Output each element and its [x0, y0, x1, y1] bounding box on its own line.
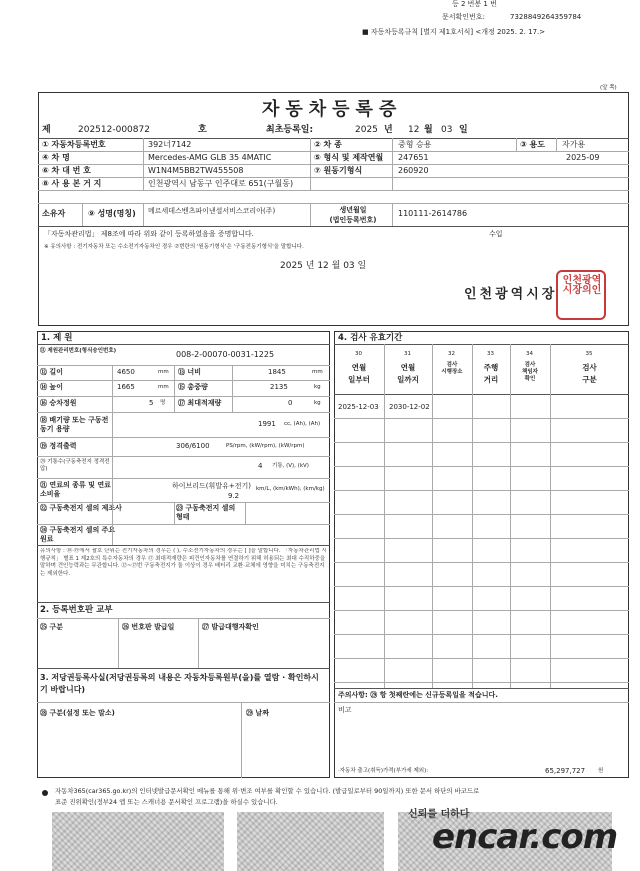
battery-form-label: ㉓ 구동축전지 셀의 형태: [176, 504, 236, 521]
inspection-col-header: 연월 일까지: [397, 363, 419, 384]
use-label: ③ 용도: [520, 140, 546, 149]
cylinders-value: 4: [258, 462, 263, 470]
grid-line: [38, 177, 629, 178]
grid-line: [37, 365, 330, 366]
side-note: (앞 쪽): [600, 85, 617, 91]
issuer: 인천광역시장: [464, 287, 558, 302]
fuel-unit: km/L, (km/kWh), (km/kg): [256, 486, 325, 492]
cylinders-unit: 기통, (V), (kV): [272, 463, 309, 469]
day-unit: 일: [459, 125, 468, 135]
owner-label: 소유자: [42, 209, 66, 218]
inspection-col-number: 34: [526, 351, 533, 357]
grid-line: [334, 442, 629, 443]
power-label: ⑲ 정격출력: [40, 442, 77, 450]
inspection-col-number: 35: [585, 351, 593, 357]
inspection-to: 2030-12-02: [389, 403, 430, 411]
grid-line: [37, 618, 330, 619]
barcode-blurred-middle: [237, 812, 384, 871]
cert-suffix: 호: [198, 125, 207, 135]
grid-line: [334, 702, 629, 703]
grid-line: [112, 412, 113, 545]
inspection-col-header: 검사 구분: [582, 363, 597, 384]
displacement-unit: cc, (Ah), (Ah): [284, 421, 321, 427]
power-unit: PS/rpm, (kW/rpm), (kW/rpm): [226, 443, 305, 449]
grid-line: [37, 668, 330, 669]
spec-note: 유의사항 : ⑱·⑲에서 괄호 단위는 전기자동차의 경우는 ( ), 수소전기자동차의 경우는 [ ]을 말합니다. 「자동차관리법 시행규칙」 별표 1 제2호의 특수자동차의 경우 ⑰ 최대적재량은 피견인자동차를 연결하기 위해 허용되는 최대 수직하중을 말하며 견인능력과는 무관합니다. ⑫~⑰번 구동축전지가 둘 이상이 경우 배터리 교환·교체에 영향을 미치는 구동축전지는 제외한다.: [40, 548, 327, 577]
grid-line: [334, 490, 629, 491]
grid-line: [334, 688, 629, 689]
grid-line: [310, 138, 311, 190]
grid-line: [245, 502, 246, 524]
width-label: ⑬ 너비: [178, 368, 201, 376]
height-value: 1665: [117, 383, 135, 391]
grid-line: [310, 203, 311, 226]
law-side: 수입: [489, 230, 503, 238]
grid-line: [37, 396, 330, 397]
grid-line: [432, 344, 433, 688]
watermark-tagline: 신뢰를 더하다: [408, 809, 470, 820]
grid-line: [37, 702, 330, 703]
model: 247651: [398, 153, 429, 162]
height-unit: mm: [158, 384, 169, 390]
grid-line: [334, 394, 629, 395]
vin: W1N4M5BB2TW455508: [148, 166, 244, 175]
grid-line: [334, 538, 629, 539]
grid-line: [143, 203, 144, 226]
form-reference: ■ 자동차등록규칙 [별지 제1호서식] <개정 2025. 2. 17.>: [362, 28, 546, 36]
load-value: 0: [288, 399, 293, 407]
top-line: 등 2 번봉 1 번: [452, 0, 497, 8]
grid-line: [37, 478, 330, 479]
grid-line: [112, 365, 113, 412]
grid-line: [392, 138, 393, 190]
grid-line: [37, 344, 330, 345]
length-label: ⑫ 길이: [40, 368, 63, 376]
birth-number: 110111-2614786: [398, 209, 468, 218]
weight-label: ⑮ 총중량: [178, 383, 208, 391]
engine-label: ⑦ 원동기형식: [314, 166, 363, 175]
bullet-icon: [42, 790, 48, 796]
car-name-label: ④ 차 명: [42, 153, 70, 162]
plate-agent-label: ㉗ 발급대행자확인: [202, 623, 259, 631]
seats-unit: 명: [160, 400, 166, 406]
grid-line: [37, 602, 330, 603]
doc-no-label: 문서확인번호:: [442, 13, 485, 21]
reg-note: ※ 유의사항 : 전기자동차 또는 수소전기자동차인 경우 ⑦번란의 '원동기형식'은 '구동전동기형식'을 말합니다.: [44, 244, 304, 250]
law-text: 「자동차관리법」 제8조에 따라 위와 같이 등록하였음을 증명합니다.: [44, 230, 254, 238]
grid-line: [143, 138, 144, 190]
grid-line: [334, 682, 629, 683]
power-value: 306/6100: [176, 442, 210, 450]
fuel-type: 하이브리드(휘발유+전기): [172, 482, 251, 490]
grid-line: [37, 545, 330, 546]
grid-line: [241, 702, 242, 778]
base-label: ⑧ 사 용 본 거 지: [42, 179, 102, 188]
cylinders-label: ⑳ 기통수(구동축전지 정격전압): [40, 459, 110, 472]
grid-line: [334, 344, 629, 345]
inspection-title: 4. 검사 유효기간: [338, 333, 403, 343]
inspection-col-number: 31: [404, 351, 411, 357]
watermark-logo: encar.com: [432, 817, 618, 857]
car-type-label: ② 차 종: [314, 140, 342, 149]
section2-title: 2. 등록번호판 교부: [40, 605, 113, 615]
inspection-col-header: 검사 시행장소: [441, 362, 463, 375]
inspection-col-header: 검사 책임자 확인: [522, 362, 538, 382]
grid-line: [550, 344, 551, 688]
grid-line: [38, 138, 629, 139]
section3-title: 3. 저당권등록사실(저당권등록의 내용은 자동차등록원부(을)를 열람 · 확인하시기 바랍니다): [40, 673, 319, 694]
mgmt-label: ⑪ 제원관리번호(형식승인번호): [40, 348, 117, 354]
grid-line: [38, 226, 629, 227]
battery-material-label: ㉔ 구동축전지 셀의 주요 원료: [40, 526, 116, 543]
battery-maker-label: ㉒ 구동축전지 셀의 제조사: [40, 504, 122, 512]
car-type: 중형 승용: [398, 140, 432, 149]
price-label: ·자동차 출고(취득)가격(부가세 제외):: [338, 768, 429, 774]
load-unit: kg: [314, 400, 321, 406]
inspection-col-number: 32: [448, 351, 455, 357]
birth-label: 생년월일 (법인등록번호): [329, 206, 377, 224]
use: 자가용: [562, 140, 586, 149]
seats-value: 5: [149, 399, 154, 407]
grid-line: [510, 344, 511, 688]
grid-line: [232, 365, 233, 412]
plate-kind-label: ㉕ 구분: [40, 623, 63, 631]
grid-line: [37, 412, 330, 413]
vin-label: ⑥ 차 대 번 호: [42, 166, 91, 175]
grid-line: [38, 151, 629, 152]
grid-line: [392, 203, 393, 226]
weight-value: 2135: [270, 383, 288, 391]
mortgage-kind-label: ㉘ 구분(설정 또는 말소): [40, 709, 115, 717]
model-date: 2025-09: [566, 153, 600, 162]
base-address: 인천광역시 남동구 인주대로 651(구월동): [148, 179, 294, 188]
fuel-label: ㉑ 연료의 종류 및 연료소비율: [40, 481, 111, 498]
grid-line: [174, 365, 175, 412]
footer-line-2: 표준 진위확인(정부24 앱 또는 스캐너용 문서확인 프로그램)을 하실수 있습니다.: [55, 798, 278, 806]
spec-section-title: 1. 제 원: [41, 333, 73, 343]
grid-line: [118, 618, 119, 668]
grid-line: [516, 138, 517, 151]
grid-line: [37, 524, 330, 525]
grid-line: [334, 610, 629, 611]
first-reg-day: 03: [441, 125, 453, 135]
grid-line: [37, 380, 330, 381]
grid-line: [334, 586, 629, 587]
width-unit: mm: [312, 369, 323, 375]
cert-number: 202512-000872: [78, 125, 150, 135]
length-unit: mm: [158, 369, 169, 375]
plate-date-label: ㉖ 번호판 발급일: [122, 623, 175, 631]
je-label: 제: [42, 125, 51, 135]
grid-line: [37, 502, 330, 503]
caution-note: 주의사항: ㉙ 항 첫째란에는 신규등록일을 적습니다.: [338, 691, 498, 699]
first-reg-month: 12: [408, 125, 420, 135]
engine: 260920: [398, 166, 429, 175]
grid-line: [38, 164, 629, 165]
height-label: ⑭ 높이: [40, 383, 63, 391]
year-unit: 년: [384, 125, 393, 135]
barcode-blurred-left: [52, 812, 224, 871]
grid-line: [37, 456, 330, 457]
car-name: Mercedes-AMG GLB 35 4MATIC: [148, 153, 272, 162]
grid-line: [37, 437, 330, 438]
grid-line: [198, 618, 199, 668]
seats-label: ⑯ 승차정원: [40, 399, 77, 407]
seal-text: 인천광역시장의인: [562, 275, 602, 296]
grid-line: [334, 514, 629, 515]
month-unit: 월: [424, 125, 433, 135]
footer-line-1: 자동차365(car365.go.kr)의 인터넷발급문서확인 메뉴를 통해 위·변조 여부를 확인할 수 있습니다. (발급일로부터 90일까지) 또한 문서 하단의 바코드로: [55, 787, 480, 795]
car-no-label: ① 자동차등록번호: [42, 140, 106, 149]
grid-line: [334, 634, 629, 635]
grid-line: [384, 344, 385, 688]
grid-line: [82, 203, 83, 226]
width-value: 1845: [268, 368, 286, 376]
fuel-efficiency: 9.2: [228, 492, 240, 500]
doc-no: 7328849264359784: [510, 13, 582, 21]
grid-line: [38, 190, 629, 191]
inspection-box: [334, 331, 629, 778]
model-label: ⑤ 형식 및 제작연월: [314, 153, 384, 162]
first-reg-label: 최초등록일:: [266, 125, 314, 135]
inspection-col-number: 30: [355, 351, 362, 357]
car-no: 392너7142: [148, 140, 192, 149]
length-value: 4650: [117, 368, 135, 376]
price-value: 65,297,727: [545, 767, 586, 775]
load-label: ⑰ 최대적재량: [178, 399, 222, 407]
inspection-col-number: 33: [487, 351, 494, 357]
first-reg-year: 2025: [355, 125, 378, 135]
official-seal: [556, 270, 606, 320]
grid-line: [334, 562, 629, 563]
grid-line: [174, 502, 175, 524]
grid-line: [334, 658, 629, 659]
grid-line: [334, 466, 629, 467]
owner-name-label: ⑨ 성명(명칭): [88, 209, 136, 218]
page-title: 자동차등록증: [262, 99, 403, 120]
weight-unit: kg: [314, 384, 321, 390]
grid-line: [38, 203, 629, 204]
grid-line: [472, 344, 473, 688]
displacement-label: ⑱ 배기량 또는 구동전동기 용량: [40, 416, 109, 433]
inspection-col-header: 연월 일부터: [348, 363, 370, 384]
mgmt-number: 008-2-00070-0031-1225: [176, 350, 275, 359]
grid-line: [334, 418, 629, 419]
issue-date: 2025 년 12 월 03 일: [280, 261, 367, 271]
price-unit: 원: [598, 768, 604, 774]
inspection-from: 2025-12-03: [338, 403, 379, 411]
grid-line: [556, 138, 557, 151]
displacement-value: 1991: [258, 420, 276, 428]
inspection-col-header: 주행 거리: [483, 363, 499, 384]
owner-name: 메르세데스벤츠파이낸셜서비스코리아(주): [148, 207, 276, 215]
remarks-label: 비고: [338, 706, 352, 714]
mortgage-date-label: ㉙ 날짜: [246, 709, 269, 717]
